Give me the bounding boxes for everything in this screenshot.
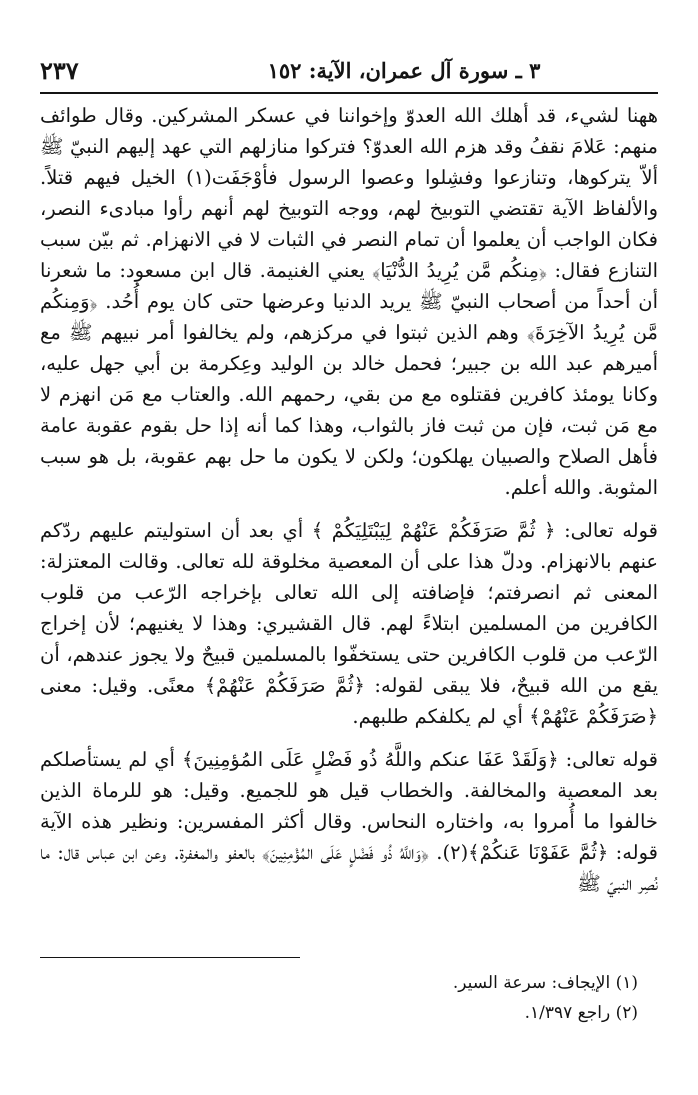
paragraph: ههنا لشيء، قد أهلك الله العدوّ وإخواننا في عسكر المشركين. وقال طوائف منهم: عَلامَ نقفُ وقد هزم الله العدوّ؟ فتركوا منازلهم التي عهد إليهم النبيّ ﷺ ألاّ يتركوها، وتنازعوا وفشِلوا وعصوا الرسول فأوْجَفَت(١) الخيل فيهم قتلاً. والألفاظ الآية تقتضي التوبيخ لهم، ووجه التوبيخ لهم أنهم رأوا مبادىء النصر، فكان الواجب أن يعلموا أن تمام النصر في الثبات لا في الانهزام. ثم بيّن سبب التنازع فقال: ﴿مِنكُم مَّن يُرِيدُ الدُّنْيَا﴾ يعني الغنيمة. قال ابن مسعود: ما شعرنا أن أحداً من أصحاب النبيّ ﷺ يريد الدنيا وعرضها حتى كان يوم أُحُد. ﴿وَمِنكُم مَّن يُرِيدُ الآخِرَةَ﴾ وهم الذين ثبتوا في مركزهم، ولم يخالفوا أمر نبيهم ﷺ مع أميرهم عبد الله بن جبير؛ فحمل خالد بن الوليد وعِكرمة بن أبي جهل عليه، وكانا يومئذ كافرين فقتلوه مع من بقي، رحمهم الله. والعتاب مع مَن انهزم لا مع مَن ثبت، فإن من ثبت فاز بالثواب، وهذا كما أنه إذا حل بقوم عقوبة عامة فأهل الصلاح والصبيان يهلكون؛ ولكن لا يكون ما حل بهم عقوبة، بل هو سبب المثوبة. والله أعلم.	[40, 104, 658, 499]
footnotes	[40, 968, 658, 1028]
footnote: (٢) راجع ١/٣٩٧.	[524, 1003, 638, 1023]
footnote: (١) الإيجاف: سرعة السير.	[452, 973, 638, 993]
main-text	[40, 100, 658, 899]
header-rule	[40, 92, 658, 94]
paragraph: قوله تعالى: ﴿ ثُمَّ صَرَفَكُمْ عَنْهُمْ لِيَبْتَلِيَكُمْ ﴾ أي بعد أن استوليتم عليهم ردّكم عنهم بالانهزام. ودلّ هذا على أن المعصية مخلوقة لله تعالى. وقالت المعتزلة: المعنى ثم انصرفتم؛ فإضافته إلى الله تعالى بإخراجه الرّعب من قلوب الكافرين من المسلمين ابتلاءً لهم. قال القشيري: وهذا لا يغنيهم؛ لأن إخراج الرّعب من قلوب الكافرين حتى يستخفّوا بالمسلمين قبيحٌ ولا يجوز عندهم، أن يقع من الله قبيحٌ، فلا يبقى لقوله: ﴿ثُمَّ صَرَفَكُمْ عَنْهُمْ﴾ معنًى. وقيل: معنى ﴿صَرَفَكُمْ عَنْهُمْ﴾ أي لم يكلفكم طلبهم.	[40, 519, 658, 728]
running-header	[40, 58, 658, 88]
paragraph: قوله تعالى: ﴿وَلَقَدْ عَفَا عنكم واللَّهُ ذُو فَضْلٍ عَلَى المُؤمِنِينَ﴾ أي لم يستأصلكم بعد المعصية والمخالفة. والخطاب قيل هو للجميع. وقيل: هو للرماة الذين خالفوا ما أُمروا به، واختاره النحاس. وقال أكثر المفسرين: ونظير هذه الآية قوله: ﴿ثُمَّ عَفَوْنَا عَنكُمْ﴾(٢). ﴿وَاللَّهُ ذُو فَضْلٍ عَلَى المُؤْمِنِينَ﴾ بالعفو والمغفرة. وعن ابن عباس قال: ما نُصِر النبيّ ﷺ	[40, 748, 659, 895]
page-number: ٢٣٧	[40, 56, 79, 85]
running-title: ٣ ـ سورة آل عمران، الآية: ١٥٢	[267, 58, 541, 83]
footnote-separator	[40, 957, 300, 958]
